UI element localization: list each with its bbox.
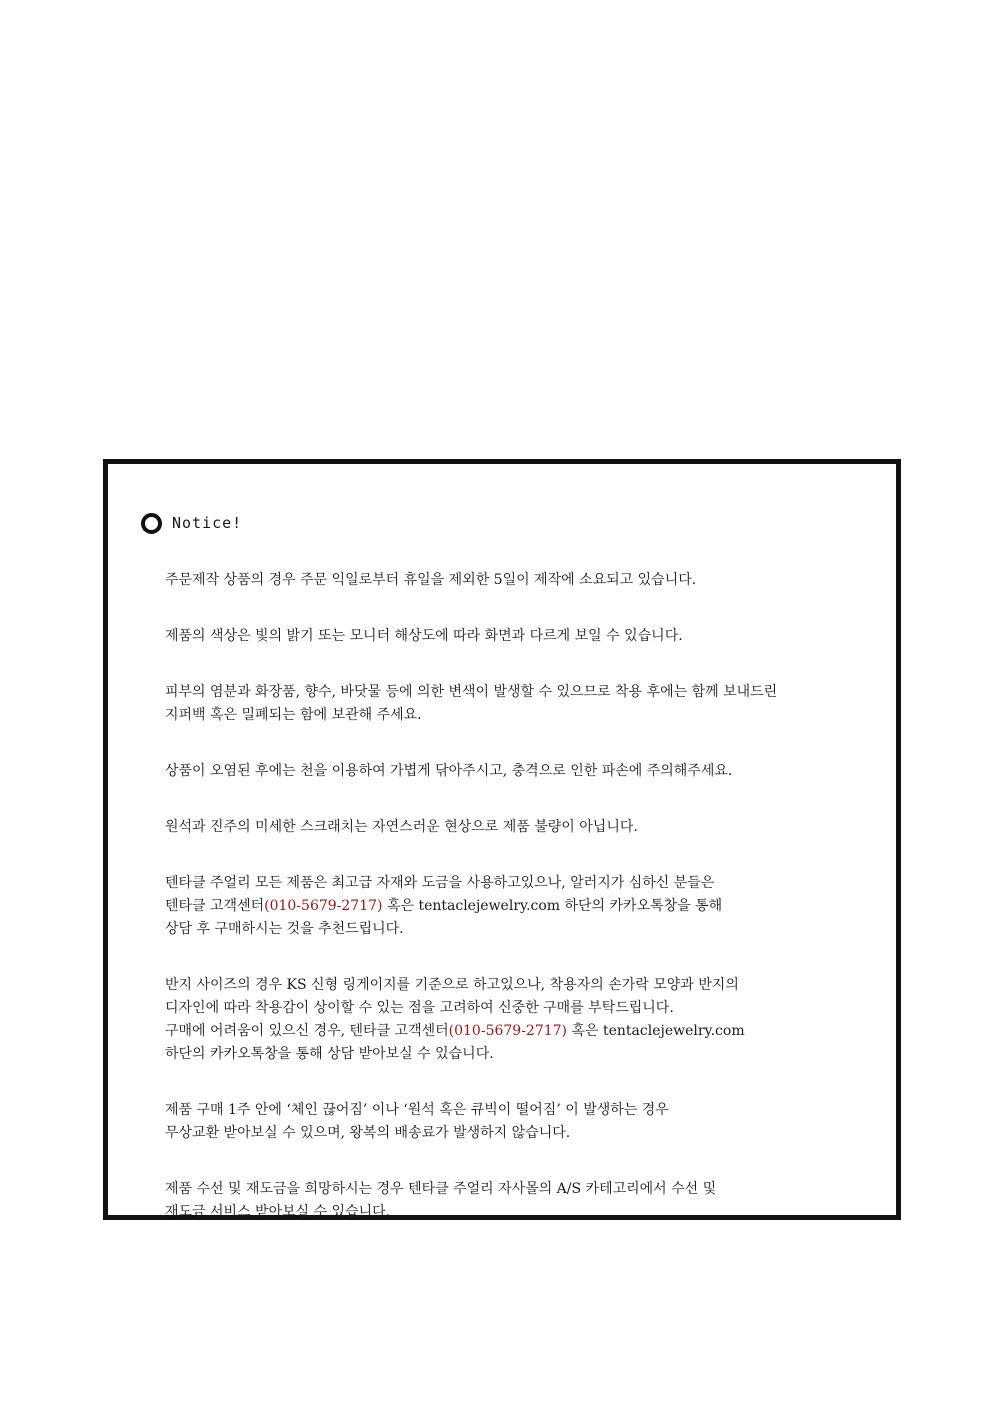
notice-line <box>165 1020 885 1043</box>
notice-paragraph-ring-size <box>165 974 885 1066</box>
notice-title: Notice! <box>172 514 243 532</box>
customer-center-phone: (010-5679-2717) <box>264 898 383 914</box>
notice-line: 지퍼백 혹은 밀폐되는 함에 보관해 주세요. <box>165 707 422 723</box>
notice-line: 재도금 서비스 받아보실 수 있습니다. <box>165 1204 391 1220</box>
notice-line: 제품 구매 1주 안에 ‘체인 끊어짐’ 이나 ‘원석 혹은 큐빅이 떨어짐’ 이 발생하는 경우 <box>165 1102 669 1118</box>
notice-line: 반지 사이즈의 경우 KS 신형 링게이지를 기준으로 하고있으나, 착용자의 손가락 모양과 반지의 <box>165 977 739 993</box>
notice-line: 주문제작 상품의 경우 주문 익일로부터 휴일을 제외한 5일이 제작에 소요되고 있습니다. <box>165 572 697 588</box>
notice-paragraph-scratches <box>165 816 885 839</box>
notice-paragraph-color <box>165 625 885 648</box>
notice-paragraph-repair <box>165 1178 885 1224</box>
notice-line: 피부의 염분과 화장품, 향수, 바닷물 등에 의한 변색이 발생할 수 있으므로 착용 후에는 함께 보내드린 <box>165 684 778 700</box>
notice-text: 구매에 어려움이 있으신 경우, 텐타클 고객센터 <box>165 1023 449 1039</box>
notice-text: 혹은 tentaclejewelry.com <box>567 1023 745 1039</box>
notice-paragraph-allergy <box>165 872 885 941</box>
notice-line: 제품 수선 및 재도금을 희망하시는 경우 텐타클 주얼리 자사몰의 A/S 카테고리에서 수선 및 <box>165 1181 717 1197</box>
notice-paragraph-discoloration <box>165 681 885 727</box>
notice-line: 무상교환 받아보실 수 있으며, 왕복의 배송료가 발생하지 않습니다. <box>165 1125 571 1141</box>
notice-paragraph-exchange <box>165 1099 885 1145</box>
notice-paragraphs <box>165 569 885 1257</box>
notice-text: 혹은 tentaclejewelry.com 하단의 카카오톡창을 통해 <box>382 898 723 914</box>
notice-text: 텐타클 고객센터 <box>165 898 265 914</box>
notice-line: 제품의 색상은 빛의 밝기 또는 모니터 해상도에 따라 화면과 다르게 보일 수 있습니다. <box>165 628 683 644</box>
notice-line: 하단의 카카오톡창을 통해 상담 받아보실 수 있습니다. <box>165 1046 494 1062</box>
ring-icon <box>141 513 162 534</box>
notice-line <box>165 895 885 918</box>
notice-line: 텐타클 주얼리 모든 제품은 최고급 자재와 도금을 사용하고있으나, 알러지가 심하신 분들은 <box>165 875 715 891</box>
notice-line: 상품이 오염된 후에는 천을 이용하여 가볍게 닦아주시고, 충격으로 인한 파손에 주의해주세요. <box>165 763 733 779</box>
notice-box <box>103 459 901 1220</box>
notice-header <box>141 511 242 535</box>
notice-paragraph-cleaning <box>165 760 885 783</box>
notice-line: 원석과 진주의 미세한 스크래치는 자연스러운 현상으로 제품 불량이 아닙니다. <box>165 819 638 835</box>
notice-paragraph-production-time <box>165 569 885 592</box>
notice-line: 디자인에 따라 착용감이 상이할 수 있는 점을 고려하여 신중한 구매를 부탁드립니다. <box>165 1000 674 1016</box>
customer-center-phone: (010-5679-2717) <box>448 1023 568 1039</box>
notice-line: 상담 후 구매하시는 것을 추천드립니다. <box>165 921 404 937</box>
